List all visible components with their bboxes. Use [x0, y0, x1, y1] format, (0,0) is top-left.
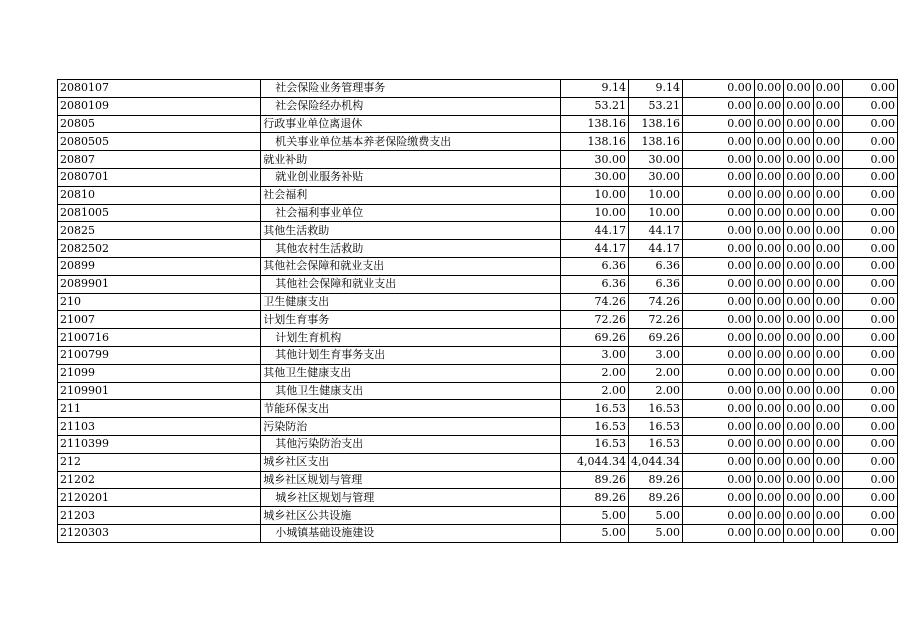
value-cell-3: 0.00 — [682, 329, 754, 347]
table-row — [58, 257, 898, 275]
table-row — [58, 311, 898, 329]
value-cell-3: 0.00 — [682, 524, 754, 542]
value-cell-2: 10.00 — [628, 186, 682, 204]
code-cell: 2100799 — [58, 346, 261, 364]
value-cell-1: 138.16 — [560, 115, 628, 133]
value-cell-4: 0.00 — [754, 168, 784, 186]
value-cell-4: 0.00 — [754, 489, 784, 507]
table-row — [58, 115, 898, 133]
code-cell: 21103 — [58, 418, 261, 436]
table-row — [58, 507, 898, 525]
value-cell-1: 89.26 — [560, 471, 628, 489]
value-cell-6: 0.00 — [813, 275, 843, 293]
value-cell-3: 0.00 — [682, 257, 754, 275]
code-cell: 2080109 — [58, 97, 261, 115]
value-cell-7: 0.00 — [843, 400, 898, 418]
value-cell-6: 0.00 — [813, 168, 843, 186]
name-cell: 城乡社区公共设施 — [261, 507, 560, 525]
value-cell-3: 0.00 — [682, 115, 754, 133]
value-cell-3: 0.00 — [682, 311, 754, 329]
value-cell-3: 0.00 — [682, 222, 754, 240]
value-cell-3: 0.00 — [682, 80, 754, 98]
value-cell-5: 0.00 — [784, 311, 814, 329]
table-row — [58, 453, 898, 471]
table-row — [58, 489, 898, 507]
value-cell-1: 16.53 — [560, 418, 628, 436]
value-cell-6: 0.00 — [813, 311, 843, 329]
value-cell-2: 2.00 — [628, 364, 682, 382]
value-cell-4: 0.00 — [754, 275, 784, 293]
code-cell: 210 — [58, 293, 261, 311]
value-cell-7: 0.00 — [843, 133, 898, 151]
value-cell-6: 0.00 — [813, 80, 843, 98]
value-cell-5: 0.00 — [784, 275, 814, 293]
value-cell-7: 0.00 — [843, 364, 898, 382]
value-cell-5: 0.00 — [784, 329, 814, 347]
table-row — [58, 80, 898, 98]
value-cell-1: 30.00 — [560, 168, 628, 186]
value-cell-2: 44.17 — [628, 240, 682, 258]
value-cell-2: 6.36 — [628, 257, 682, 275]
value-cell-3: 0.00 — [682, 435, 754, 453]
code-cell: 2109901 — [58, 382, 261, 400]
code-cell: 21203 — [58, 507, 261, 525]
value-cell-4: 0.00 — [754, 311, 784, 329]
value-cell-7: 0.00 — [843, 311, 898, 329]
value-cell-2: 16.53 — [628, 400, 682, 418]
code-cell: 21099 — [58, 364, 261, 382]
name-cell: 城乡社区支出 — [261, 453, 560, 471]
value-cell-1: 5.00 — [560, 507, 628, 525]
value-cell-2: 89.26 — [628, 471, 682, 489]
value-cell-2: 53.21 — [628, 97, 682, 115]
value-cell-5: 0.00 — [784, 115, 814, 133]
value-cell-6: 0.00 — [813, 418, 843, 436]
name-cell: 其他计划生育事务支出 — [261, 346, 560, 364]
value-cell-2: 2.00 — [628, 382, 682, 400]
name-cell: 城乡社区规划与管理 — [261, 489, 560, 507]
value-cell-1: 5.00 — [560, 524, 628, 542]
name-cell: 卫生健康支出 — [261, 293, 560, 311]
value-cell-1: 2.00 — [560, 382, 628, 400]
value-cell-4: 0.00 — [754, 453, 784, 471]
name-cell: 其他卫生健康支出 — [261, 364, 560, 382]
value-cell-2: 16.53 — [628, 435, 682, 453]
code-cell: 20899 — [58, 257, 261, 275]
value-cell-2: 10.00 — [628, 204, 682, 222]
value-cell-1: 9.14 — [560, 80, 628, 98]
name-cell: 社会保险经办机构 — [261, 97, 560, 115]
code-cell: 2082502 — [58, 240, 261, 258]
value-cell-2: 30.00 — [628, 168, 682, 186]
table-row — [58, 364, 898, 382]
value-cell-4: 0.00 — [754, 382, 784, 400]
value-cell-6: 0.00 — [813, 489, 843, 507]
value-cell-7: 0.00 — [843, 240, 898, 258]
value-cell-5: 0.00 — [784, 507, 814, 525]
value-cell-4: 0.00 — [754, 293, 784, 311]
value-cell-6: 0.00 — [813, 435, 843, 453]
value-cell-4: 0.00 — [754, 133, 784, 151]
value-cell-4: 0.00 — [754, 186, 784, 204]
value-cell-3: 0.00 — [682, 97, 754, 115]
value-cell-5: 0.00 — [784, 222, 814, 240]
code-cell: 20805 — [58, 115, 261, 133]
name-cell: 节能环保支出 — [261, 400, 560, 418]
value-cell-2: 138.16 — [628, 133, 682, 151]
value-cell-4: 0.00 — [754, 418, 784, 436]
value-cell-5: 0.00 — [784, 240, 814, 258]
value-cell-7: 0.00 — [843, 115, 898, 133]
value-cell-4: 0.00 — [754, 97, 784, 115]
value-cell-6: 0.00 — [813, 240, 843, 258]
value-cell-2: 4,044.34 — [628, 453, 682, 471]
table-row — [58, 275, 898, 293]
value-cell-4: 0.00 — [754, 80, 784, 98]
value-cell-1: 16.53 — [560, 435, 628, 453]
value-cell-3: 0.00 — [682, 471, 754, 489]
value-cell-3: 0.00 — [682, 186, 754, 204]
value-cell-2: 69.26 — [628, 329, 682, 347]
value-cell-5: 0.00 — [784, 80, 814, 98]
value-cell-2: 5.00 — [628, 507, 682, 525]
value-cell-6: 0.00 — [813, 382, 843, 400]
value-cell-6: 0.00 — [813, 507, 843, 525]
name-cell: 社会福利 — [261, 186, 560, 204]
value-cell-7: 0.00 — [843, 293, 898, 311]
name-cell: 社会福利事业单位 — [261, 204, 560, 222]
code-cell: 2080701 — [58, 168, 261, 186]
name-cell: 机关事业单位基本养老保险缴费支出 — [261, 133, 560, 151]
value-cell-7: 0.00 — [843, 471, 898, 489]
value-cell-7: 0.00 — [843, 489, 898, 507]
value-cell-4: 0.00 — [754, 204, 784, 222]
code-cell: 21007 — [58, 311, 261, 329]
name-cell: 就业创业服务补贴 — [261, 168, 560, 186]
value-cell-7: 0.00 — [843, 453, 898, 471]
value-cell-1: 53.21 — [560, 97, 628, 115]
value-cell-4: 0.00 — [754, 346, 784, 364]
value-cell-6: 0.00 — [813, 471, 843, 489]
value-cell-3: 0.00 — [682, 204, 754, 222]
name-cell: 计划生育机构 — [261, 329, 560, 347]
value-cell-2: 72.26 — [628, 311, 682, 329]
value-cell-5: 0.00 — [784, 471, 814, 489]
value-cell-3: 0.00 — [682, 133, 754, 151]
name-cell: 其他社会保障和就业支出 — [261, 257, 560, 275]
value-cell-1: 44.17 — [560, 240, 628, 258]
value-cell-5: 0.00 — [784, 293, 814, 311]
value-cell-3: 0.00 — [682, 418, 754, 436]
value-cell-5: 0.00 — [784, 400, 814, 418]
value-cell-3: 0.00 — [682, 364, 754, 382]
name-cell: 行政事业单位离退休 — [261, 115, 560, 133]
value-cell-6: 0.00 — [813, 97, 843, 115]
code-cell: 2120201 — [58, 489, 261, 507]
value-cell-5: 0.00 — [784, 257, 814, 275]
value-cell-1: 89.26 — [560, 489, 628, 507]
value-cell-6: 0.00 — [813, 400, 843, 418]
name-cell: 就业补助 — [261, 151, 560, 169]
value-cell-5: 0.00 — [784, 151, 814, 169]
value-cell-4: 0.00 — [754, 329, 784, 347]
value-cell-6: 0.00 — [813, 346, 843, 364]
table-row — [58, 168, 898, 186]
value-cell-7: 0.00 — [843, 524, 898, 542]
code-cell: 2100716 — [58, 329, 261, 347]
value-cell-5: 0.00 — [784, 453, 814, 471]
value-cell-2: 74.26 — [628, 293, 682, 311]
value-cell-4: 0.00 — [754, 435, 784, 453]
value-cell-7: 0.00 — [843, 275, 898, 293]
value-cell-5: 0.00 — [784, 346, 814, 364]
value-cell-1: 30.00 — [560, 151, 628, 169]
name-cell: 其他卫生健康支出 — [261, 382, 560, 400]
value-cell-4: 0.00 — [754, 471, 784, 489]
value-cell-1: 16.53 — [560, 400, 628, 418]
value-cell-6: 0.00 — [813, 204, 843, 222]
code-cell: 2110399 — [58, 435, 261, 453]
value-cell-6: 0.00 — [813, 524, 843, 542]
value-cell-5: 0.00 — [784, 382, 814, 400]
value-cell-5: 0.00 — [784, 97, 814, 115]
name-cell: 小城镇基础设施建设 — [261, 524, 560, 542]
table-row — [58, 293, 898, 311]
value-cell-7: 0.00 — [843, 382, 898, 400]
value-cell-7: 0.00 — [843, 204, 898, 222]
table-row — [58, 204, 898, 222]
value-cell-4: 0.00 — [754, 151, 784, 169]
value-cell-6: 0.00 — [813, 293, 843, 311]
value-cell-1: 74.26 — [560, 293, 628, 311]
value-cell-2: 44.17 — [628, 222, 682, 240]
value-cell-7: 0.00 — [843, 329, 898, 347]
name-cell: 其他污染防治支出 — [261, 435, 560, 453]
table-row — [58, 240, 898, 258]
value-cell-6: 0.00 — [813, 133, 843, 151]
value-cell-7: 0.00 — [843, 418, 898, 436]
table-row — [58, 418, 898, 436]
value-cell-5: 0.00 — [784, 186, 814, 204]
value-cell-3: 0.00 — [682, 346, 754, 364]
value-cell-1: 138.16 — [560, 133, 628, 151]
value-cell-5: 0.00 — [784, 489, 814, 507]
value-cell-4: 0.00 — [754, 257, 784, 275]
code-cell: 2089901 — [58, 275, 261, 293]
value-cell-1: 6.36 — [560, 257, 628, 275]
value-cell-6: 0.00 — [813, 453, 843, 471]
value-cell-1: 6.36 — [560, 275, 628, 293]
code-cell: 20810 — [58, 186, 261, 204]
value-cell-3: 0.00 — [682, 275, 754, 293]
budget-table — [57, 79, 898, 543]
value-cell-1: 69.26 — [560, 329, 628, 347]
value-cell-7: 0.00 — [843, 97, 898, 115]
value-cell-7: 0.00 — [843, 186, 898, 204]
value-cell-5: 0.00 — [784, 435, 814, 453]
value-cell-6: 0.00 — [813, 257, 843, 275]
value-cell-5: 0.00 — [784, 168, 814, 186]
value-cell-1: 10.00 — [560, 186, 628, 204]
name-cell: 社会保险业务管理事务 — [261, 80, 560, 98]
value-cell-6: 0.00 — [813, 329, 843, 347]
value-cell-2: 9.14 — [628, 80, 682, 98]
value-cell-4: 0.00 — [754, 240, 784, 258]
table-row — [58, 186, 898, 204]
value-cell-3: 0.00 — [682, 382, 754, 400]
value-cell-4: 0.00 — [754, 507, 784, 525]
value-cell-4: 0.00 — [754, 524, 784, 542]
table-row — [58, 222, 898, 240]
value-cell-3: 0.00 — [682, 293, 754, 311]
value-cell-3: 0.00 — [682, 489, 754, 507]
table-row — [58, 382, 898, 400]
value-cell-2: 138.16 — [628, 115, 682, 133]
code-cell: 2080107 — [58, 80, 261, 98]
value-cell-3: 0.00 — [682, 453, 754, 471]
value-cell-4: 0.00 — [754, 115, 784, 133]
name-cell: 污染防治 — [261, 418, 560, 436]
value-cell-7: 0.00 — [843, 168, 898, 186]
name-cell: 计划生育事务 — [261, 311, 560, 329]
value-cell-7: 0.00 — [843, 222, 898, 240]
value-cell-7: 0.00 — [843, 151, 898, 169]
table-row — [58, 97, 898, 115]
value-cell-2: 5.00 — [628, 524, 682, 542]
value-cell-1: 4,044.34 — [560, 453, 628, 471]
value-cell-2: 30.00 — [628, 151, 682, 169]
value-cell-6: 0.00 — [813, 186, 843, 204]
code-cell: 21202 — [58, 471, 261, 489]
code-cell: 20825 — [58, 222, 261, 240]
value-cell-1: 3.00 — [560, 346, 628, 364]
table-row — [58, 435, 898, 453]
value-cell-6: 0.00 — [813, 115, 843, 133]
value-cell-1: 10.00 — [560, 204, 628, 222]
value-cell-7: 0.00 — [843, 346, 898, 364]
value-cell-3: 0.00 — [682, 240, 754, 258]
table-row — [58, 471, 898, 489]
name-cell: 城乡社区规划与管理 — [261, 471, 560, 489]
code-cell: 212 — [58, 453, 261, 471]
name-cell: 其他生活救助 — [261, 222, 560, 240]
table-row — [58, 151, 898, 169]
value-cell-2: 16.53 — [628, 418, 682, 436]
value-cell-3: 0.00 — [682, 151, 754, 169]
table-row — [58, 524, 898, 542]
value-cell-7: 0.00 — [843, 507, 898, 525]
value-cell-7: 0.00 — [843, 435, 898, 453]
value-cell-1: 2.00 — [560, 364, 628, 382]
value-cell-5: 0.00 — [784, 364, 814, 382]
code-cell: 211 — [58, 400, 261, 418]
value-cell-5: 0.00 — [784, 418, 814, 436]
table-row — [58, 400, 898, 418]
table-row — [58, 329, 898, 347]
value-cell-5: 0.00 — [784, 204, 814, 222]
value-cell-1: 72.26 — [560, 311, 628, 329]
value-cell-2: 6.36 — [628, 275, 682, 293]
name-cell: 其他社会保障和就业支出 — [261, 275, 560, 293]
table-row — [58, 346, 898, 364]
value-cell-7: 0.00 — [843, 257, 898, 275]
value-cell-4: 0.00 — [754, 400, 784, 418]
name-cell: 其他农村生活救助 — [261, 240, 560, 258]
value-cell-6: 0.00 — [813, 364, 843, 382]
value-cell-3: 0.00 — [682, 168, 754, 186]
code-cell: 2120303 — [58, 524, 261, 542]
value-cell-6: 0.00 — [813, 151, 843, 169]
value-cell-5: 0.00 — [784, 524, 814, 542]
code-cell: 20807 — [58, 151, 261, 169]
value-cell-1: 44.17 — [560, 222, 628, 240]
value-cell-5: 0.00 — [784, 133, 814, 151]
value-cell-4: 0.00 — [754, 222, 784, 240]
code-cell: 2080505 — [58, 133, 261, 151]
value-cell-6: 0.00 — [813, 222, 843, 240]
value-cell-3: 0.00 — [682, 507, 754, 525]
value-cell-7: 0.00 — [843, 80, 898, 98]
value-cell-2: 3.00 — [628, 346, 682, 364]
value-cell-3: 0.00 — [682, 400, 754, 418]
value-cell-4: 0.00 — [754, 364, 784, 382]
code-cell: 2081005 — [58, 204, 261, 222]
value-cell-2: 89.26 — [628, 489, 682, 507]
table-row — [58, 133, 898, 151]
